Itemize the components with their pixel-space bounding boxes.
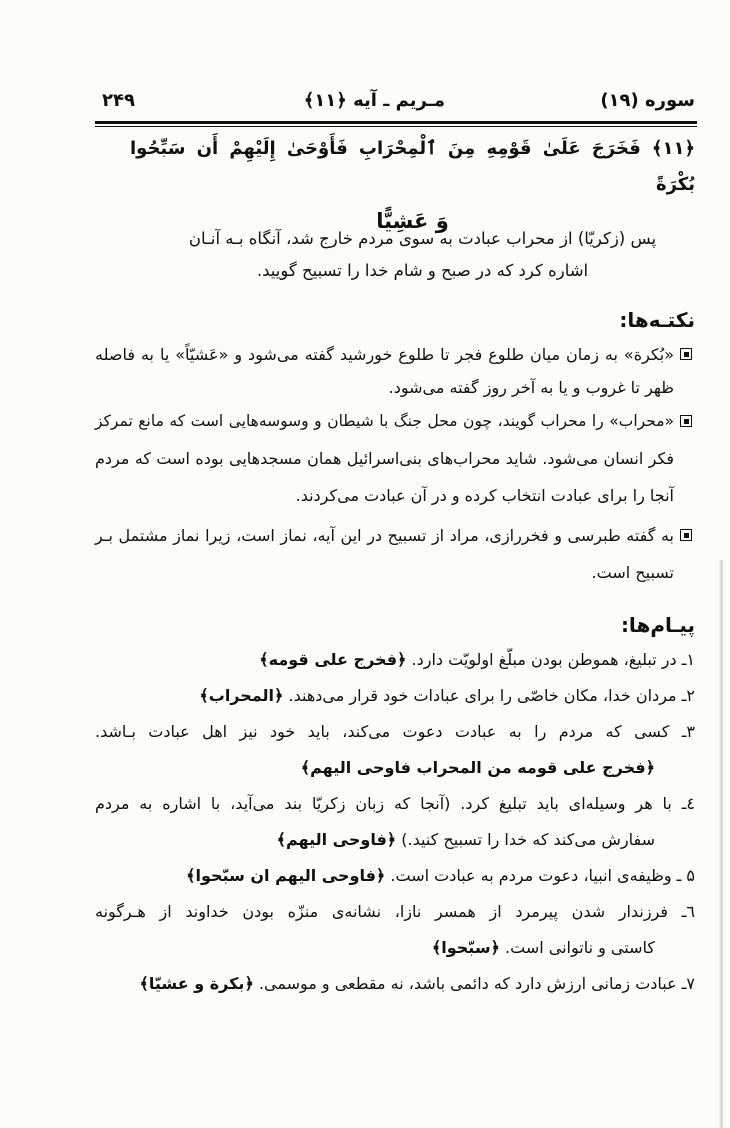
messages-heading: پیـام‌ها:: [620, 613, 695, 637]
message-text: ٦ـ فرزندار شدن پیرمرد از همسر نازا، نشانه‌ی منزّه بودن خداوند از هـرگونه: [95, 902, 695, 921]
message-item: [95, 642, 695, 678]
header-rule: [95, 121, 697, 124]
quran-citation: ﴿سبّحوا﴾: [431, 938, 500, 957]
message-continuation: [95, 930, 695, 966]
quran-citation: ﴿فاوحی الیهم﴾: [276, 830, 397, 849]
message-text: ٤ـ با هر وسیله‌ای باید تبلیغ کرد. (آنجا که زبان زکریّا بند می‌آید، با اشاره به مردم: [95, 794, 695, 813]
messages-list: [95, 642, 695, 1002]
page-header: [100, 86, 695, 116]
message-text: سفارش می‌کند که خدا را تسبیح کنید.): [401, 830, 655, 849]
surah-label: سوره (۱۹): [600, 90, 695, 111]
message-text: ۷ـ عبادت زمانی ارزش دارد که دائمی باشد، نه مقطعی و موسمی.: [258, 974, 695, 993]
message-continuation: [95, 822, 695, 858]
square-bullet-icon: [680, 529, 692, 541]
note-line: فکر انسان می‌شود. شاید محراب‌های بنی‌اسرائیل همان مسجدهایی بوده است که مردم: [95, 449, 674, 468]
message-text: ۲ـ مردان خدا، مکان خاصّی را برای عبادات خود قرار می‌دهند.: [288, 686, 695, 705]
header-rule-thin: [95, 126, 697, 127]
notes-heading: نکتـه‌ها:: [619, 308, 695, 332]
quran-citation: ﴿فخرج علی قومه من المحراب فاوحی الیهم﴾: [300, 758, 655, 777]
surah-verse-title: مـریم ـ آیه ﴿۱۱﴾: [303, 90, 445, 111]
message-item: [95, 714, 695, 750]
page-number: ۲۴۹: [102, 90, 135, 111]
square-bullet-icon: [680, 415, 692, 427]
note-line: ظهر تا غروب و یا به آخر روز گفته می‌شود.: [388, 378, 674, 397]
verse-translation: [165, 223, 680, 287]
quran-citation: ﴿فخرج علی قومه﴾: [259, 650, 407, 669]
translation-line: اشاره کرد که در صبح و شام خدا را تسبیح گویید.: [256, 261, 589, 280]
message-item: [95, 894, 695, 930]
message-item: [95, 966, 695, 1002]
quran-citation: ﴿بکرة و عشیّا﴾: [139, 974, 254, 993]
verse-line: وَ عَشِيًّا: [376, 209, 449, 233]
translation-line: پس (زکریّا) از محراب عبادت به سوی مردم خارج شد، آنگاه بـه آنـان: [188, 229, 657, 248]
note-line: «بُکرة» به زمان میان طلوع فجر تا طلوع خورشید گفته می‌شود و «عَشیّاً» یا به فاصله: [95, 345, 674, 364]
note-line: آنجا را برای عبادت انتخاب کرده و در آن عبادت می‌کردند.: [295, 486, 674, 505]
message-item: [95, 786, 695, 822]
scan-edge-shadow: [719, 560, 724, 1128]
message-text: ۵ ـ وظیفه‌ی انبیا، دعوت مردم به عبادت است.: [390, 866, 695, 885]
verse-line: ﴿۱۱﴾ فَخَرَجَ عَلَىٰ قَوْمِهِ مِنَ ٱلْمِحْرَابِ فَأَوْحَىٰ إِلَيْهِمْ أَن سَبِّحُوا بُكْرَةً: [130, 138, 695, 195]
note-line: به گفته طبرسی و فخررازی، مراد از تسبیح در این آیه، نماز است، زیرا نماز مشتمل بـر: [95, 526, 674, 545]
quran-citation: ﴿فاوحی الیهم ان سبّحوا﴾: [186, 866, 386, 885]
message-item: [95, 858, 695, 894]
message-continuation: [95, 750, 695, 786]
message-text: کاستی و ناتوانی است.: [505, 938, 655, 957]
note-line: «محراب» را محراب گویند، چون محل جنگ با شیطان و وسوسه‌هایی است که مانع تمرکز: [95, 412, 674, 430]
note-line: تسبیح است.: [591, 563, 674, 582]
message-text: ۳ـ کسی که مردم را به عبادت دعوت می‌کند، باید خود نیز اهل عبادت بـاشد.: [95, 722, 695, 741]
square-bullet-icon: [680, 348, 692, 360]
message-text: ۱ـ در تبلیغ، هموطن بودن مبلّغ اولویّت دارد.: [411, 650, 695, 669]
message-item: [95, 678, 695, 714]
quran-citation: ﴿المحراب﴾: [199, 686, 284, 705]
